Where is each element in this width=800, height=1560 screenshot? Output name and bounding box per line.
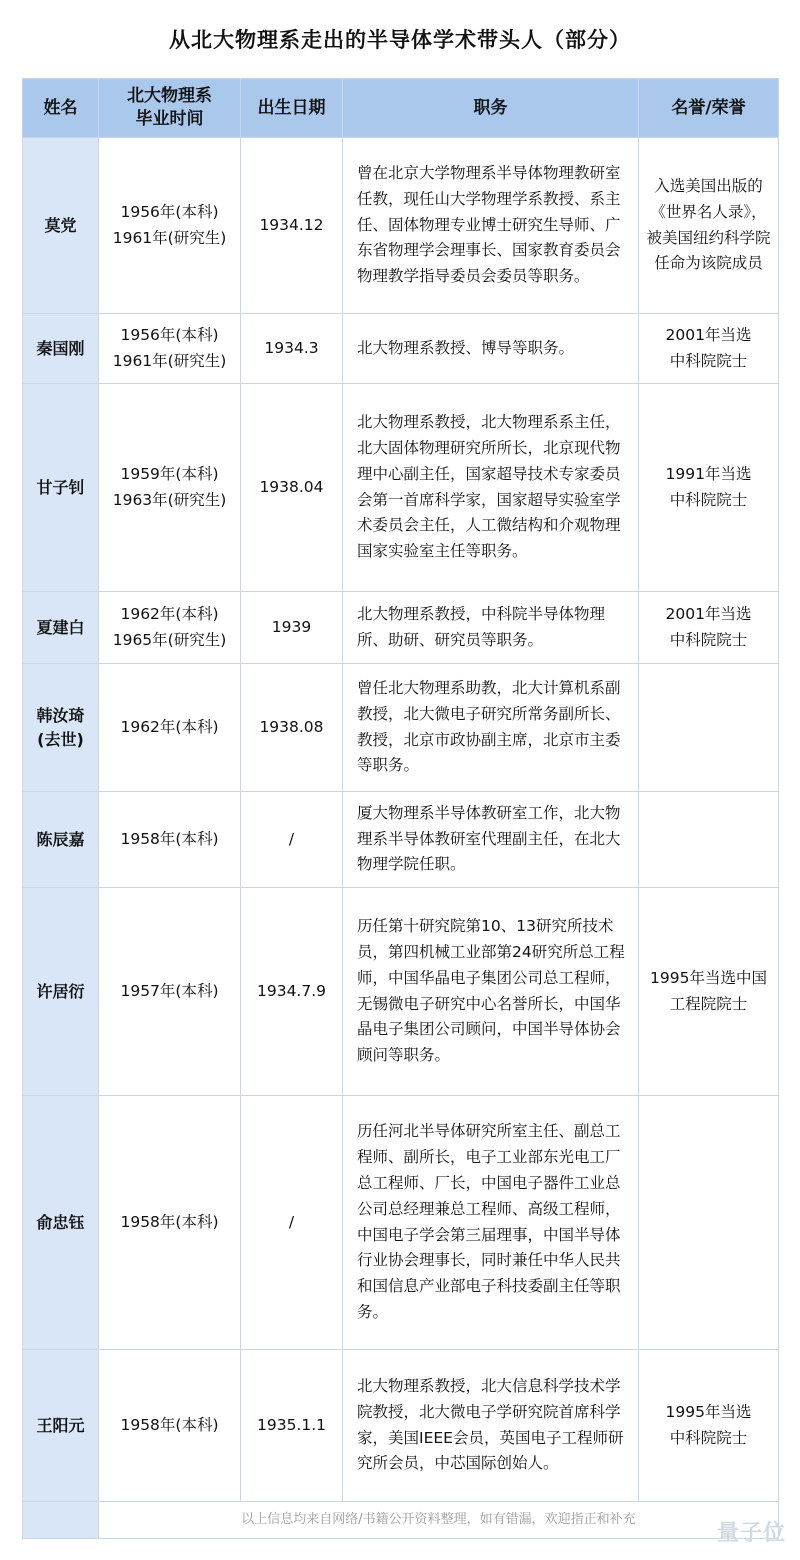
honor-text [639,664,779,792]
birth-date: 1934.7.9 [241,888,343,1096]
honor-text: 2001年当选 中科院院士 [639,314,779,384]
duty-text: 曾任北大物理系助教，北大计算机系副教授，北大微电子研究所常务副所长、教授，北京市政协副主席，北京市主委等职务。 [343,664,639,792]
footer-name-cell [23,1502,99,1539]
table-row [23,138,779,314]
person-name: 夏建白 [23,592,99,664]
table-row [23,792,779,888]
header-duty: 职务 [343,79,639,138]
footer-row [23,1502,779,1539]
person-name: 甘子钊 [23,384,99,592]
duty-text: 历任河北半导体研究所室主任、副总工程师、副所长，电子工业部东光电工厂总工程师、厂长，中国电子器件工业总公司总经理兼总工程师、高级工程师，中国电子学会第三届理事，中国半导体行业协会理事长，同时兼任中华人民共和国信息产业部电子科技委副主任等职务。 [343,1096,639,1350]
table-title: 从北大物理系走出的半导体学术带头人（部分） [169,28,631,52]
person-name: 俞忠钰 [23,1096,99,1350]
table-row [23,664,779,792]
person-name: 韩汝琦 (去世) [23,664,99,792]
table-row [23,384,779,592]
honor-text: 2001年当选 中科院院士 [639,592,779,664]
birth-date: 1938.08 [241,664,343,792]
graduation-time: 1958年(本科) [99,792,241,888]
duty-text: 曾在北京大学物理系半导体物理教研室任教，现任山大学物理学系教授、系主任、固体物理专业博士研究生导师、广东省物理学会理事长、国家教育委员会物理教学指导委员会委员等职务。 [343,138,639,314]
header-name: 姓名 [23,79,99,138]
person-name: 王阳元 [23,1350,99,1502]
header-birth-date: 出生日期 [241,79,343,138]
birth-date: 1935.1.1 [241,1350,343,1502]
watermark-logo: 量子位 [716,1521,786,1546]
header-row [23,79,779,138]
birth-date: 1934.3 [241,314,343,384]
person-name: 陈辰嘉 [23,792,99,888]
graduation-time: 1958年(本科) [99,1096,241,1350]
duty-text: 历任第十研究院第10、13研究所技术员，第四机械工业部第24研究所总工程师，中国华晶电子集团公司总工程师，无锡微电子研究中心名誉所长，中国华晶电子集团公司顾问，中国半导体协会顾问等职务。 [343,888,639,1096]
table-row [23,592,779,664]
academic-leaders-table [22,78,779,1539]
duty-text: 北大物理系教授、博导等职务。 [343,314,639,384]
graduation-time: 1956年(本科) 1961年(研究生) [99,138,241,314]
birth-date: / [241,792,343,888]
table-row [23,1350,779,1502]
graduation-time: 1957年(本科) [99,888,241,1096]
graduation-time: 1959年(本科) 1963年(研究生) [99,384,241,592]
person-name: 秦国刚 [23,314,99,384]
person-name: 许居衍 [23,888,99,1096]
honor-text: 1991年当选 中科院院士 [639,384,779,592]
duty-text: 北大物理系教授，北大物理系系主任，北大固体物理研究所所长，北京现代物理中心副主任，国家超导技术专家委员会第一首席科学家，国家超导实验室学术委员会主任，人工微结构和介观物理国家实验室主任等职务。 [343,384,639,592]
duty-text: 厦大物理系半导体教研室工作，北大物理系半导体教研室代理副主任，在北大物理学院任职。 [343,792,639,888]
honor-text: 1995年当选中国工程院院士 [639,888,779,1096]
birth-date: 1938.04 [241,384,343,592]
table-row [23,888,779,1096]
person-name: 莫党 [23,138,99,314]
graduation-time: 1956年(本科) 1961年(研究生) [99,314,241,384]
footnote: 以上信息均来自网络/书籍公开资料整理，如有错漏，欢迎指正和补充 [99,1502,779,1539]
birth-date: / [241,1096,343,1350]
table-row [23,314,779,384]
honor-text [639,792,779,888]
honor-text: 入选美国出版的《世界名人录》，被美国纽约科学院任命为该院成员 [639,138,779,314]
duty-text: 北大物理系教授，中科院半导体物理所、助研、研究员等职务。 [343,592,639,664]
table-header [23,79,779,138]
honor-text: 1995年当选 中科院院士 [639,1350,779,1502]
duty-text: 北大物理系教授，北大信息科学技术学院教授，北大微电子学研究院首席科学家，美国IEEE会员，英国电子工程师研究所会员，中芯国际创始人。 [343,1350,639,1502]
graduation-time: 1962年(本科) [99,664,241,792]
table-body [23,138,779,1539]
honor-text [639,1096,779,1350]
header-honor: 名誉/荣誉 [639,79,779,138]
birth-date: 1934.12 [241,138,343,314]
birth-date: 1939 [241,592,343,664]
header-graduation: 北大物理系 毕业时间 [99,79,241,138]
graduation-time: 1962年(本科) 1965年(研究生) [99,592,241,664]
table-row [23,1096,779,1350]
graduation-time: 1958年(本科) [99,1350,241,1502]
